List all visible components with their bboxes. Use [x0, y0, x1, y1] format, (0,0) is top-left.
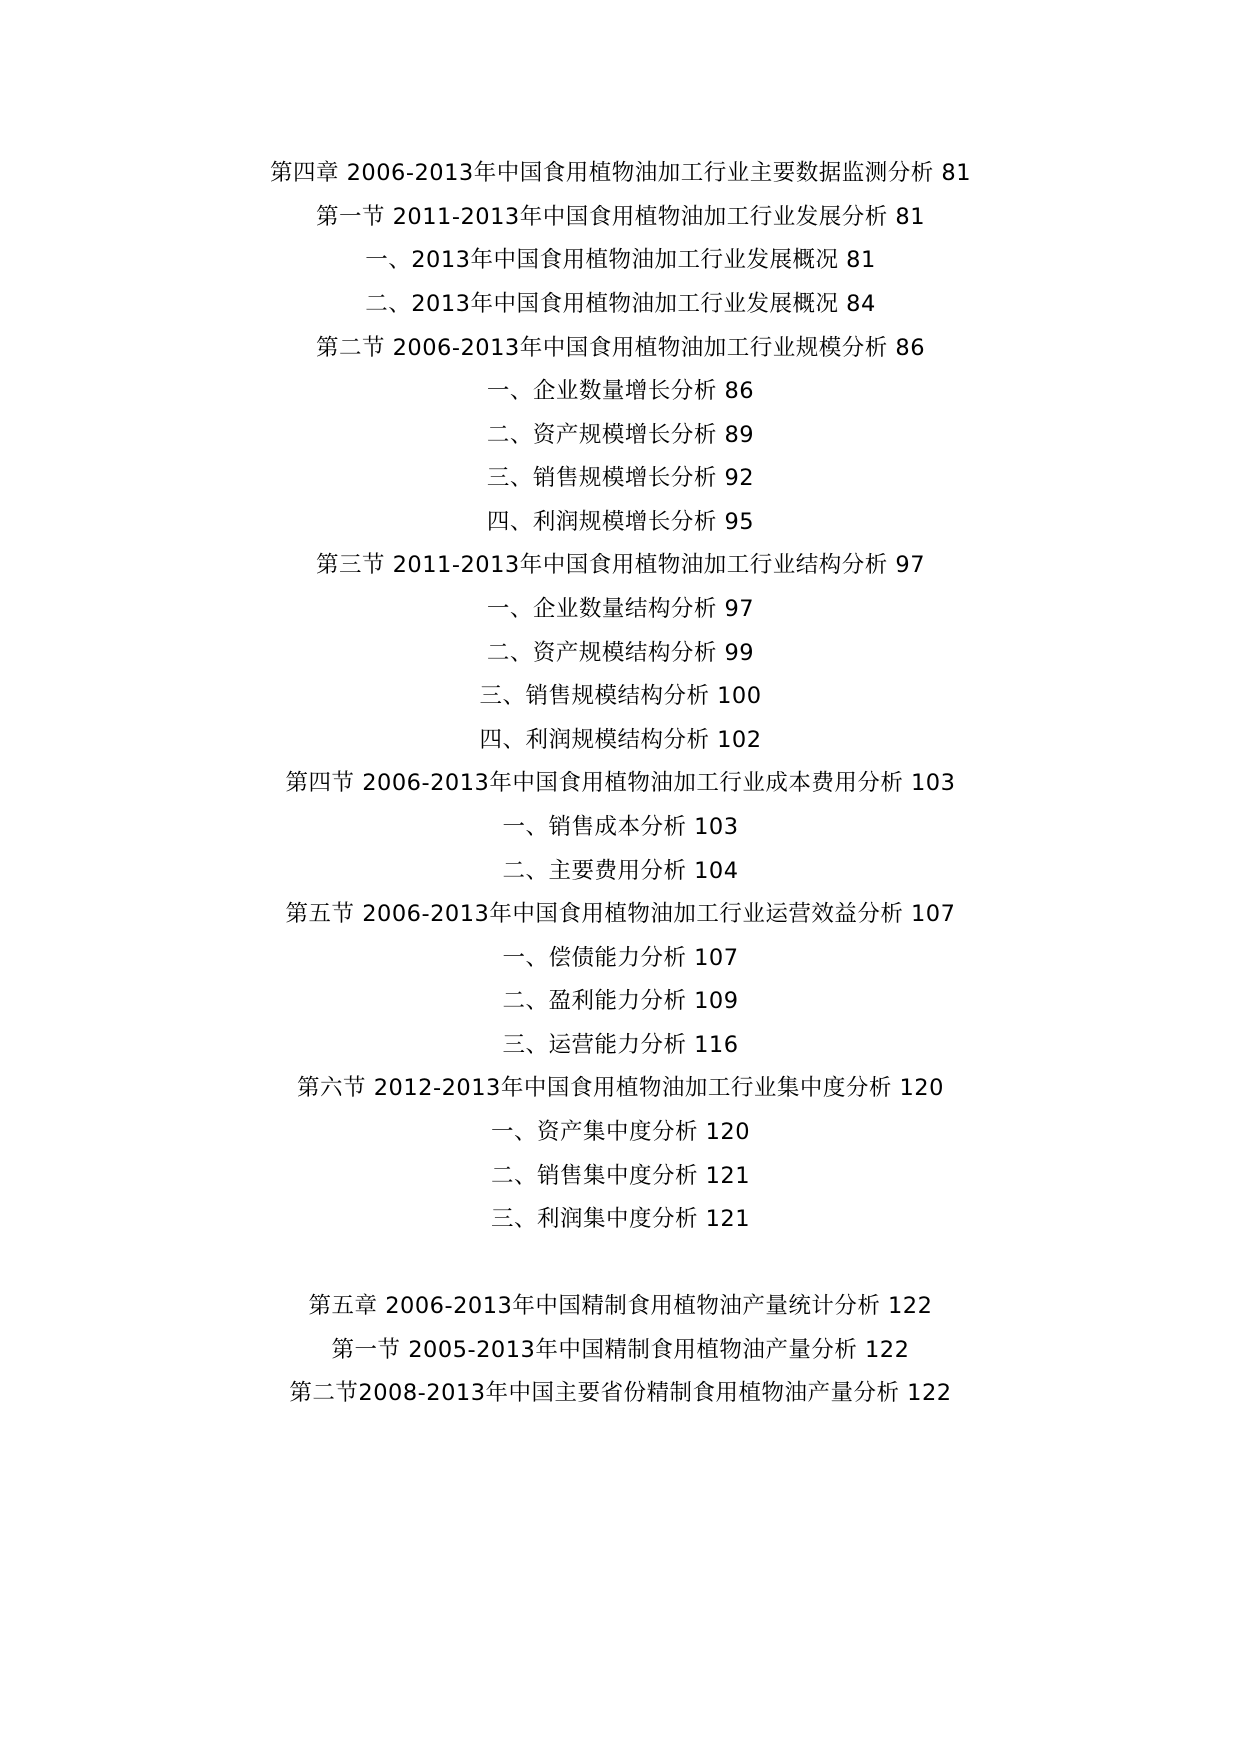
toc-entry-chapter-5[interactable]: 第五章 2006-2013年中国精制食用植物油产量统计分析 122 — [308, 1293, 933, 1319]
toc-entry-subsection[interactable]: 一、2013年中国食用植物油加工行业发展概况 81 — [365, 247, 876, 273]
toc-entry-subsection[interactable]: 二、主要费用分析 104 — [502, 858, 739, 884]
toc-entry-section-5[interactable]: 第五节 2006-2013年中国食用植物油加工行业运营效益分析 107 — [285, 901, 956, 927]
toc-entry-subsection[interactable]: 一、企业数量增长分析 86 — [486, 378, 755, 404]
toc-entry-subsection[interactable]: 二、资产规模增长分析 89 — [486, 422, 755, 448]
toc-entry-subsection[interactable]: 三、销售规模增长分析 92 — [486, 465, 755, 491]
toc-entry-chapter-4[interactable]: 第四章 2006-2013年中国食用植物油加工行业主要数据监测分析 81 — [269, 160, 972, 186]
toc-entry-subsection[interactable]: 三、销售规模结构分析 100 — [479, 683, 762, 709]
toc-entry-subsection[interactable]: 一、资产集中度分析 120 — [490, 1119, 751, 1145]
toc-entry-subsection[interactable]: 二、资产规模结构分析 99 — [486, 640, 755, 666]
toc-entry-section-2[interactable]: 第二节 2006-2013年中国食用植物油加工行业规模分析 86 — [315, 335, 926, 361]
toc-entry-subsection[interactable]: 四、利润规模增长分析 95 — [486, 509, 755, 535]
toc-entry-section-3[interactable]: 第三节 2011-2013年中国食用植物油加工行业结构分析 97 — [315, 552, 926, 578]
toc-entry-subsection[interactable]: 三、运营能力分析 116 — [502, 1032, 739, 1058]
toc-entry-subsection[interactable]: 四、利润规模结构分析 102 — [479, 727, 762, 753]
toc-entry-section-6[interactable]: 第六节 2012-2013年中国食用植物油加工行业集中度分析 120 — [297, 1075, 944, 1101]
toc-entry-subsection[interactable]: 二、销售集中度分析 121 — [490, 1163, 751, 1189]
toc-entry-subsection[interactable]: 一、偿债能力分析 107 — [502, 945, 739, 971]
toc-entry-subsection[interactable]: 二、2013年中国食用植物油加工行业发展概况 84 — [365, 291, 876, 317]
toc-entry-subsection[interactable]: 一、企业数量结构分析 97 — [486, 596, 755, 622]
toc-entry-subsection[interactable]: 二、盈利能力分析 109 — [502, 988, 739, 1014]
toc-entry-section-4[interactable]: 第四节 2006-2013年中国食用植物油加工行业成本费用分析 103 — [285, 770, 956, 796]
toc-entry-section-2[interactable]: 第二节2008-2013年中国主要省份精制食用植物油产量分析 122 — [289, 1380, 952, 1406]
toc-entry-section-1[interactable]: 第一节 2005-2013年中国精制食用植物油产量分析 122 — [331, 1337, 910, 1363]
toc-entry-section-1[interactable]: 第一节 2011-2013年中国食用植物油加工行业发展分析 81 — [315, 204, 926, 230]
toc-entry-subsection[interactable]: 一、销售成本分析 103 — [502, 814, 739, 840]
toc-entry-subsection[interactable]: 三、利润集中度分析 121 — [490, 1206, 751, 1232]
